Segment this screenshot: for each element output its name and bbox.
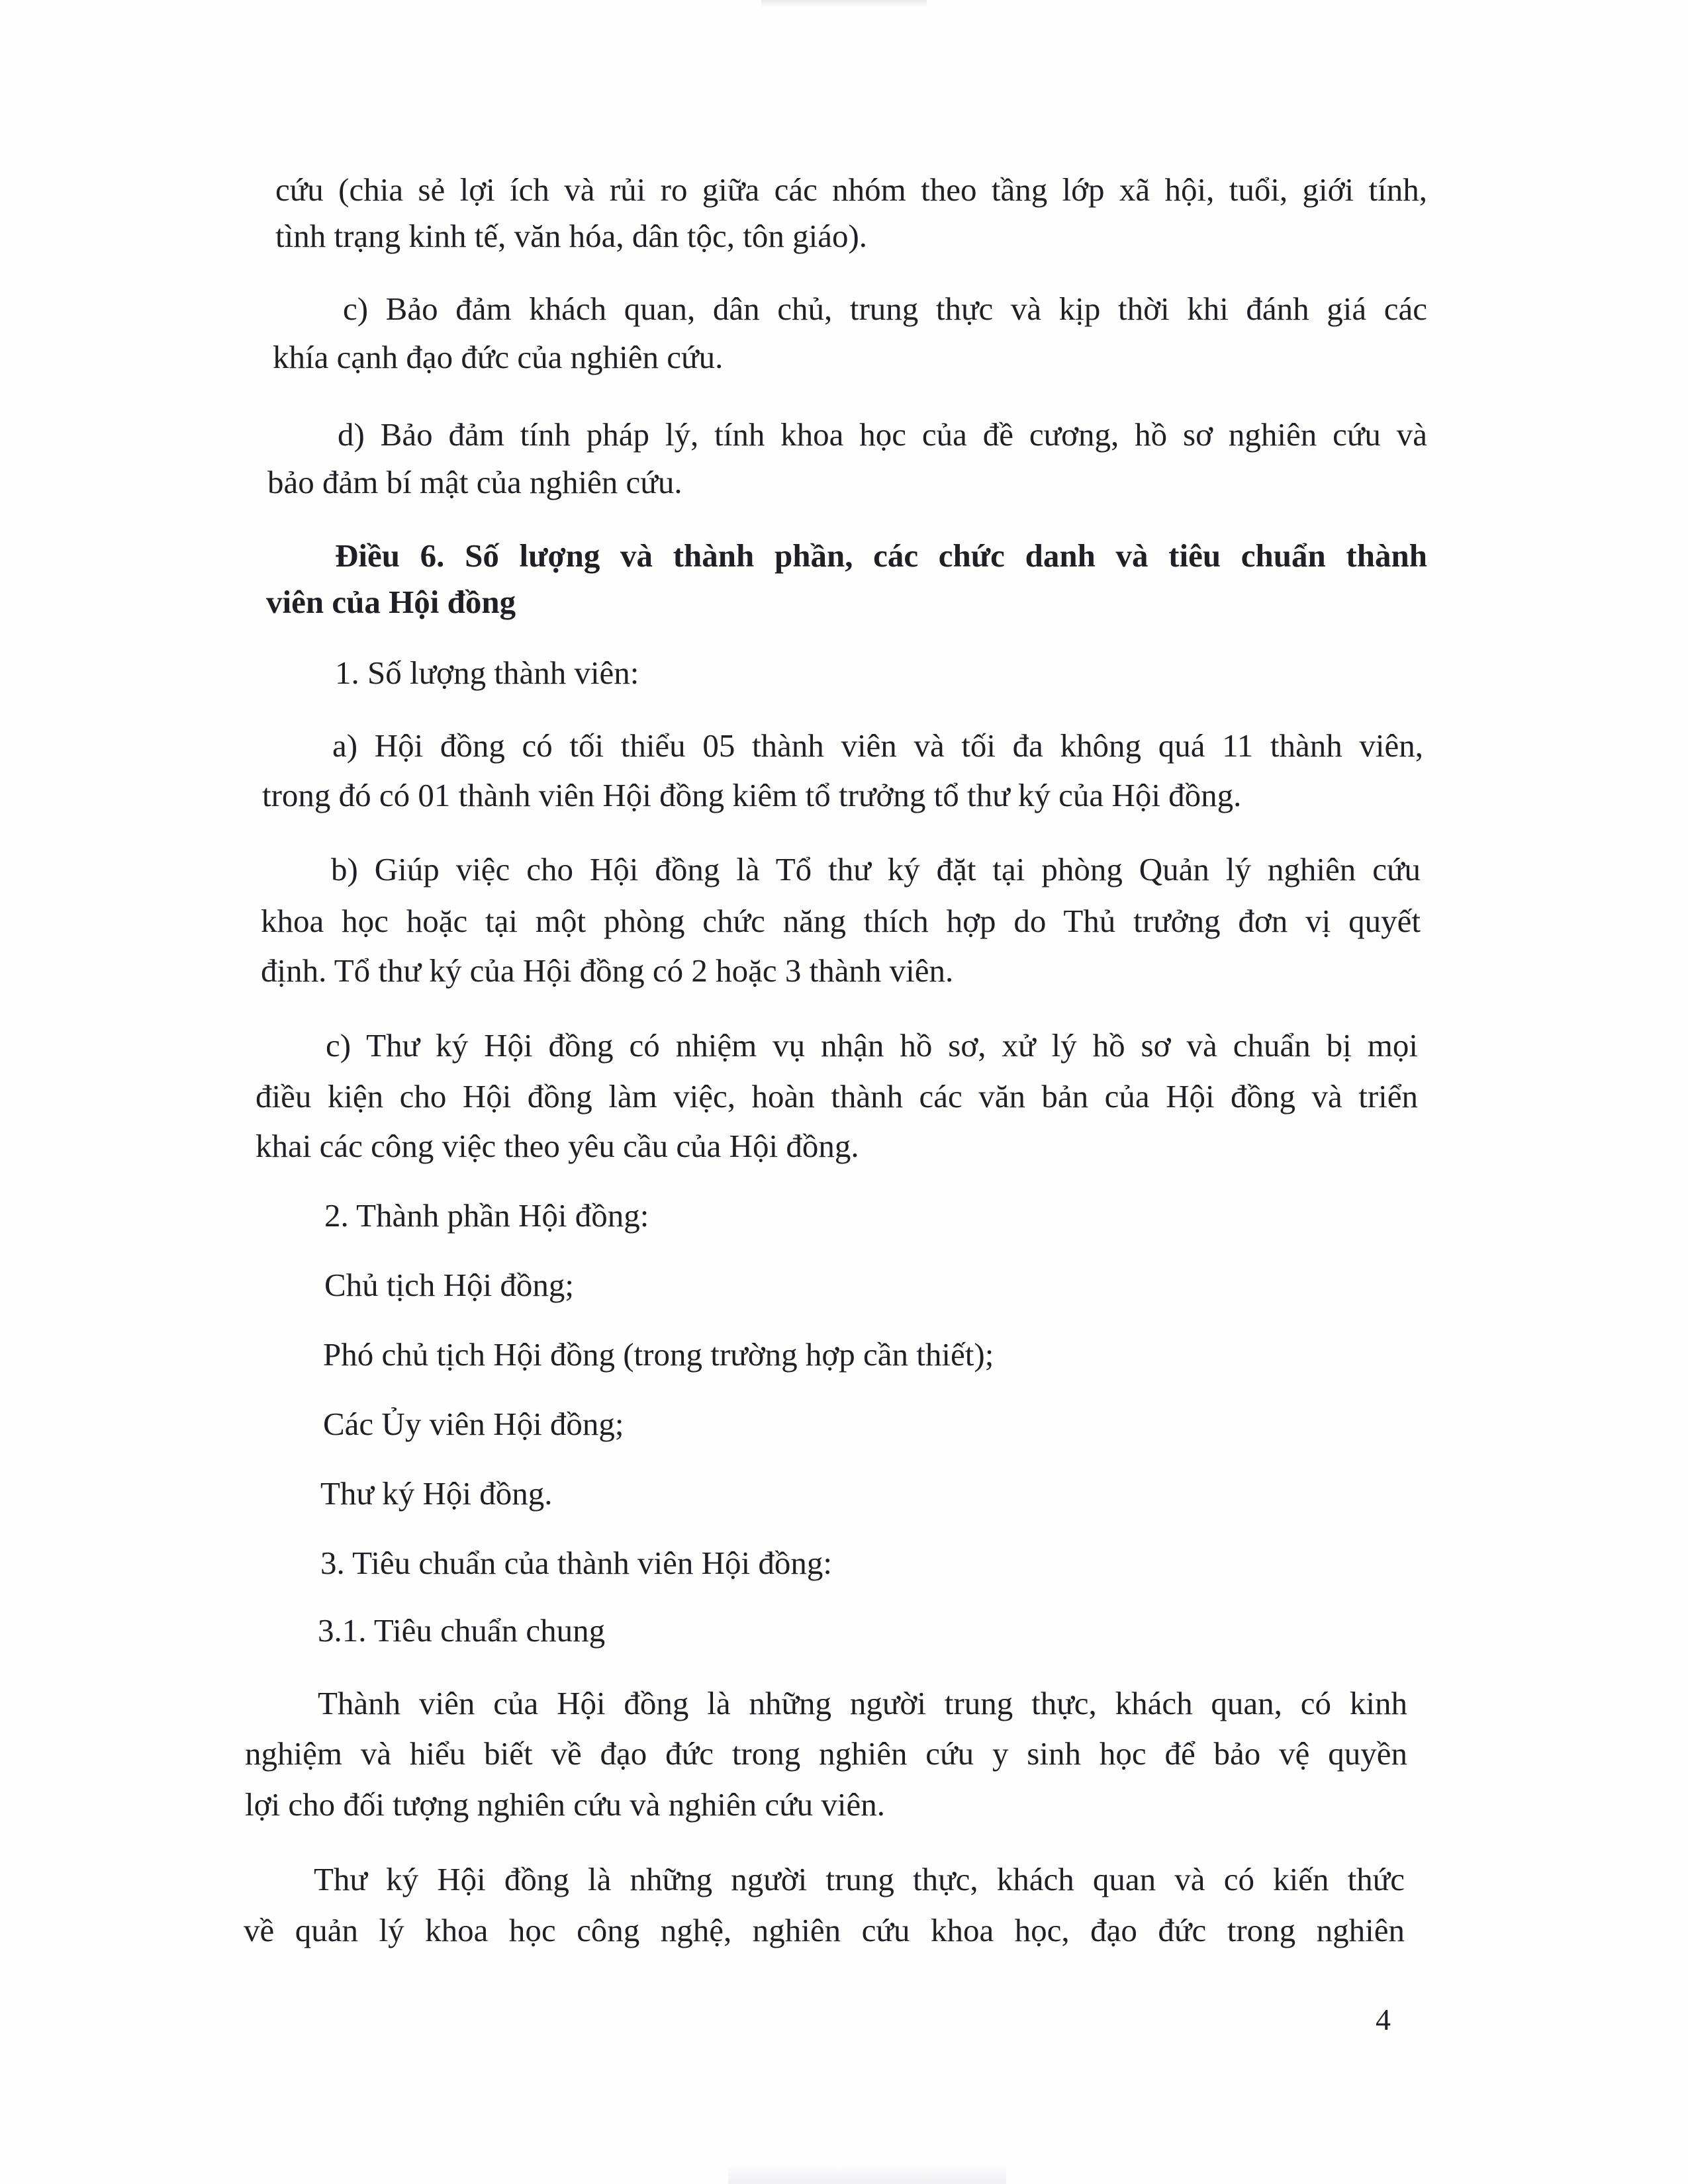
text-line: 1. Số lượng thành viên: (335, 655, 639, 691)
text-line: lợi cho đối tượng nghiên cứu và nghiên cứu viên. (245, 1786, 886, 1823)
text-line: cứu (chia sẻ lợi ích và rủi ro giữa các nhóm theo tầng lớp xã hội, tuổi, giới tính, (275, 171, 1427, 208)
text-line: Thành viên của Hội đồng là những người trung thực, khách quan, có kinh (318, 1685, 1407, 1721)
text-line: 2. Thành phần Hội đồng: (324, 1197, 649, 1234)
scan-edge-top (761, 0, 927, 8)
text-line: tình trạng kinh tế, văn hóa, dân tộc, tôn giáo). (275, 218, 868, 254)
text-line: khai các công việc theo yêu cầu của Hội đồng. (256, 1128, 859, 1164)
text-line: c) Thư ký Hội đồng có nhiệm vụ nhận hồ sơ, xử lý hồ sơ và chuẩn bị mọi (326, 1027, 1418, 1064)
text-line: định. Tổ thư ký của Hội đồng có 2 hoặc 3 thành viên. (261, 952, 954, 989)
text-line: trong đó có 01 thành viên Hội đồng kiêm tổ trưởng tổ thư ký của Hội đồng. (262, 777, 1242, 813)
text-line: về quản lý khoa học công nghệ, nghiên cứu khoa học, đạo đức trong nghiên (244, 1912, 1405, 1948)
text-line: khía cạnh đạo đức của nghiên cứu. (273, 339, 724, 375)
text-line: d) Bảo đảm tính pháp lý, tính khoa học của đề cương, hồ sơ nghiên cứu và (338, 416, 1427, 453)
text-line: bảo đảm bí mật của nghiên cứu. (267, 464, 682, 500)
text-line: 3.1. Tiêu chuẩn chung (318, 1612, 606, 1649)
text-line: a) Hội đồng có tối thiểu 05 thành viên và tối đa không quá 11 thành viên, (332, 727, 1423, 764)
scan-edge-bottom (728, 2164, 1006, 2184)
text-line: Các Ủy viên Hội đồng; (323, 1406, 624, 1442)
text-line: 3. Tiêu chuẩn của thành viên Hội đồng: (320, 1545, 833, 1581)
text-line: điều kiện cho Hội đồng làm việc, hoàn thành các văn bản của Hội đồng và triển (256, 1078, 1418, 1115)
page-number: 4 (1376, 2003, 1391, 2036)
text-line: c) Bảo đảm khách quan, dân chủ, trung thực và kịp thời khi đánh giá các (343, 291, 1427, 327)
text-line: b) Giúp việc cho Hội đồng là Tổ thư ký đặt tại phòng Quản lý nghiên cứu (331, 851, 1421, 887)
text-line: nghiệm và hiểu biết về đạo đức trong nghiên cứu y sinh học để bảo vệ quyền (245, 1735, 1407, 1772)
text-line: Thư ký Hội đồng. (320, 1475, 553, 1512)
text-line: Thư ký Hội đồng là những người trung thực, khách quan và có kiến thức (314, 1861, 1405, 1897)
text-line: Phó chủ tịch Hội đồng (trong trường hợp cần thiết); (323, 1336, 994, 1373)
article-heading: Điều 6. Số lượng và thành phần, các chức danh và tiêu chuẩn thành (335, 537, 1427, 574)
article-heading-continued: viên của Hội đồng (266, 584, 516, 620)
text-line: khoa học hoặc tại một phòng chức năng thích hợp do Thủ trưởng đơn vị quyết (261, 903, 1421, 939)
text-line: Chủ tịch Hội đồng; (324, 1267, 575, 1303)
